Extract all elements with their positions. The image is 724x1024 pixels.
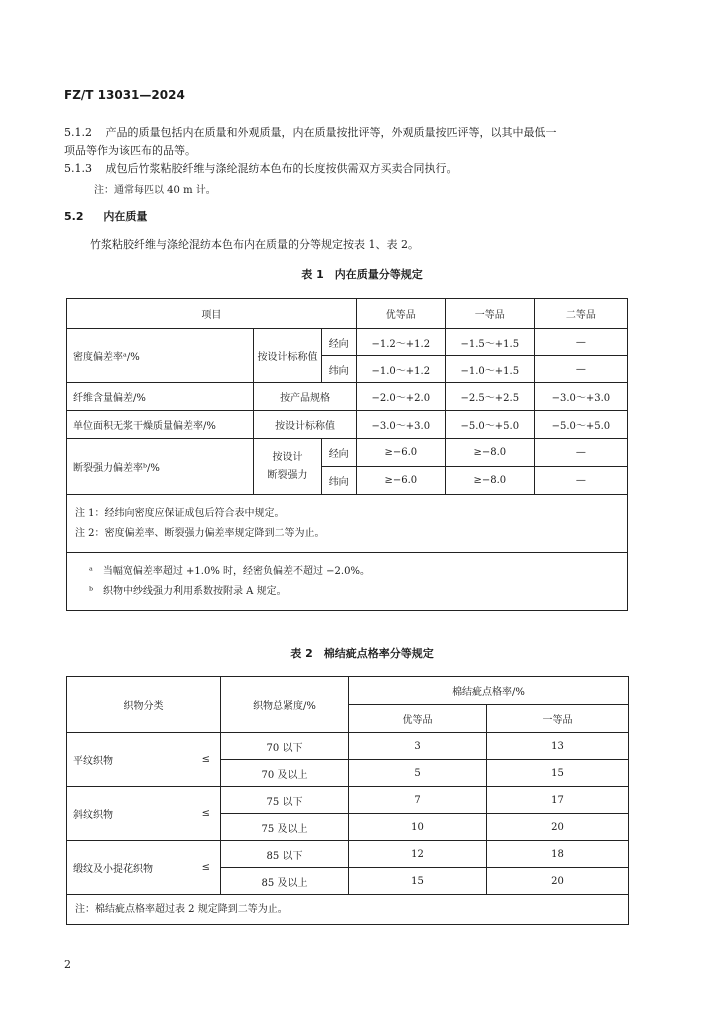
value-cell: 7 xyxy=(349,787,487,814)
header-cell: 二等品 xyxy=(534,299,627,329)
tightness-cell: 85 及以上 xyxy=(221,868,349,895)
value-cell: −3.0～+3.0 xyxy=(534,383,627,411)
tightness-cell: 70 及以上 xyxy=(221,760,349,787)
value-cell: — xyxy=(534,439,627,467)
le-symbol: ≤ xyxy=(185,841,221,895)
tightness-cell: 85 以下 xyxy=(221,841,349,868)
tightness-cell: 70 以下 xyxy=(221,733,349,760)
section-title: 内在质量 xyxy=(103,210,148,223)
value-cell: ≥−8.0 xyxy=(445,467,534,495)
table-row xyxy=(67,787,629,814)
header-cell: 优等品 xyxy=(349,705,487,733)
clause-5-1-3 xyxy=(64,160,458,178)
page-number: 2 xyxy=(64,958,71,971)
value-cell: 10 xyxy=(349,814,487,841)
clause-5-1-2 xyxy=(64,124,557,142)
value-cell: 13 xyxy=(487,733,629,760)
direction-cell: 纬向 xyxy=(321,467,356,495)
class-cell: 缎纹及小提花织物 xyxy=(67,841,185,895)
value-cell: −2.0～+2.0 xyxy=(356,383,445,411)
value-cell: −5.0～+5.0 xyxy=(445,411,534,439)
value-cell: 17 xyxy=(487,787,629,814)
item-cell: 纤维含量偏差/% xyxy=(67,383,254,411)
header-cell: 棉结疵点格率/% xyxy=(349,677,629,705)
value-cell: −1.0～+1.5 xyxy=(445,356,534,383)
footnote: ᵃ 当幅宽偏差率超过 +1.0% 时，经密负偏差不超过 −2.0%。 xyxy=(89,565,370,577)
table-footnotes xyxy=(67,553,628,611)
clause-5-1-2-cont: 项品等作为该匹布的品等。 xyxy=(64,144,196,157)
footnote: ᵇ 织物中纱线强力利用系数按附录 A 规定。 xyxy=(89,585,287,597)
table-row xyxy=(67,439,628,467)
value-cell: ≥−8.0 xyxy=(445,439,534,467)
value-cell: −3.0～+3.0 xyxy=(356,411,445,439)
table-note: 注 2：密度偏差率、断裂强力偏差率规定降到二等为止。 xyxy=(75,527,325,539)
direction-cell: 纬向 xyxy=(321,356,356,383)
basis-cell: 按设计标称值 xyxy=(254,329,321,383)
value-cell: — xyxy=(534,329,627,356)
value-cell: 12 xyxy=(349,841,487,868)
section-5-2-text: 竹浆粘胶纤维与涤纶混纺本色布内在质量的分等规定按表 1、表 2。 xyxy=(90,238,419,251)
value-cell: −1.0～+1.2 xyxy=(356,356,445,383)
table-row xyxy=(67,383,628,411)
value-cell: −1.5～+1.5 xyxy=(445,329,534,356)
table2-neps-rate xyxy=(66,676,629,925)
section-number: 5.2 xyxy=(64,210,84,223)
tightness-cell: 75 及以上 xyxy=(221,814,349,841)
table-row xyxy=(67,411,628,439)
value-cell: 5 xyxy=(349,760,487,787)
value-cell: 15 xyxy=(487,760,629,787)
clause-text: 产品的质量包括内在质量和外观质量，内在质量按批评等，外观质量按匹评等，以其中最低一 xyxy=(105,126,557,139)
item-cell: 密度偏差率ᵃ/% xyxy=(67,329,254,383)
header-cell: 织物总紧度/% xyxy=(221,677,349,733)
table-header-row xyxy=(67,299,628,329)
document-header: FZ/T 13031—2024 xyxy=(64,88,185,102)
value-cell: 20 xyxy=(487,814,629,841)
value-cell: −5.0～+5.0 xyxy=(534,411,627,439)
table-row xyxy=(67,841,629,868)
item-cell: 断裂强力偏差率ᵇ/% xyxy=(67,439,254,495)
item-cell: 单位面积无浆干燥质量偏差率/% xyxy=(67,411,254,439)
table-row xyxy=(67,329,628,356)
table1-internal-quality xyxy=(66,298,628,611)
direction-cell: 经向 xyxy=(321,329,356,356)
value-cell: — xyxy=(534,467,627,495)
header-cell: 一等品 xyxy=(445,299,534,329)
header-cell: 优等品 xyxy=(356,299,445,329)
table-notes-row xyxy=(67,895,629,925)
value-cell: ≥−6.0 xyxy=(356,467,445,495)
header-cell: 项目 xyxy=(67,299,357,329)
basis-cell: 按设计标称值 xyxy=(254,411,356,439)
class-cell: 斜纹织物 xyxy=(67,787,185,841)
value-cell: −1.2～+1.2 xyxy=(356,329,445,356)
value-cell: 18 xyxy=(487,841,629,868)
table-notes xyxy=(67,495,628,553)
section-5-2-heading xyxy=(64,208,147,224)
table-header-row xyxy=(67,677,629,705)
basis-cell: 按设计 断裂强力 xyxy=(254,439,321,495)
value-cell: 20 xyxy=(487,868,629,895)
table-notes-row xyxy=(67,495,628,553)
le-symbol: ≤ xyxy=(185,787,221,841)
clause-text: 成包后竹浆粘胶纤维与涤纶混纺本色布的长度按供需双方买卖合同执行。 xyxy=(105,162,458,175)
value-cell: 3 xyxy=(349,733,487,760)
class-cell: 平纹织物 xyxy=(67,733,185,787)
table-note: 注 1：经纬向密度应保证成包后符合表中规定。 xyxy=(75,507,285,519)
basis-cell: 按产品规格 xyxy=(254,383,356,411)
value-cell: −2.5～+2.5 xyxy=(445,383,534,411)
table-note: 注：棉结疵点格率超过表 2 规定降到二等为止。 xyxy=(67,895,629,925)
clause-number: 5.1.2 xyxy=(64,126,92,139)
table1-caption: 表 1 内在质量分等规定 xyxy=(301,268,423,281)
tightness-cell: 75 以下 xyxy=(221,787,349,814)
header-cell: 织物分类 xyxy=(67,677,221,733)
header-cell: 一等品 xyxy=(487,705,629,733)
le-symbol: ≤ xyxy=(185,733,221,787)
value-cell: 15 xyxy=(349,868,487,895)
clause-number: 5.1.3 xyxy=(64,162,92,175)
value-cell: — xyxy=(534,356,627,383)
table2-caption: 表 2 棉结疵点格率分等规定 xyxy=(290,647,434,660)
table-footnotes-row xyxy=(67,553,628,611)
clause-5-1-3-note: 注：通常每匹以 40 m 计。 xyxy=(94,185,216,196)
value-cell: ≥−6.0 xyxy=(356,439,445,467)
direction-cell: 经向 xyxy=(321,439,356,467)
table-row xyxy=(67,733,629,760)
